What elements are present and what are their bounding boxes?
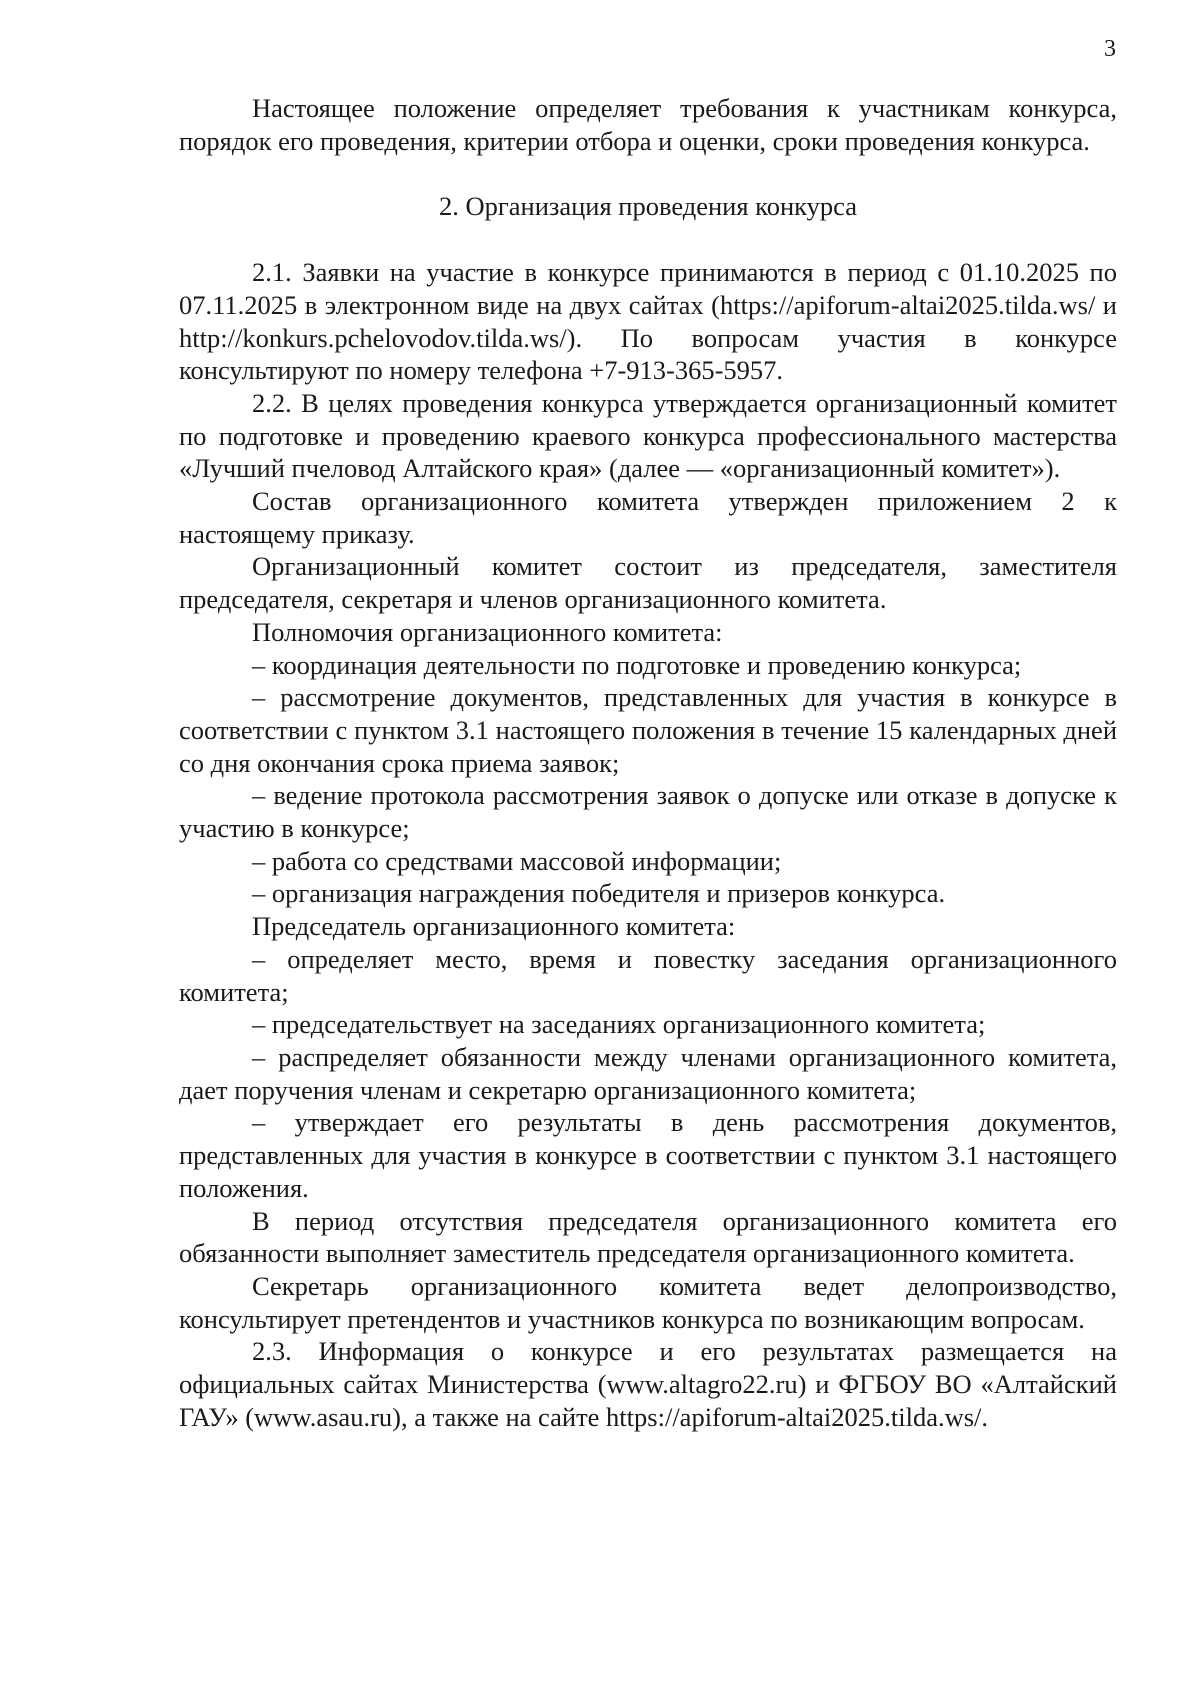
- spacer: [179, 223, 1117, 256]
- document-body: [179, 92, 1117, 1433]
- spacer: [179, 157, 1117, 190]
- section-title: 2. Организация проведения конкурса: [439, 191, 857, 222]
- paragraph-2-2: 2.2. В целях проведения конкурса утверждается организационный комитет по подготовке и проведению краевого конкурса профессионального мастерства «Лучший пчеловод Алтайского края» (далее — «организационный комитет»).: [179, 387, 1117, 484]
- paragraph-chairman: Председатель организационного комитета:: [252, 911, 736, 942]
- paragraph-deputy: В период отсутствия председателя организационного комитета его обязанности выполняет заместитель председателя организационного комитета.: [179, 1205, 1117, 1269]
- list-item: – координация деятельности по подготовке и проведению конкурса;: [252, 649, 1022, 680]
- intro-paragraph: Настоящее положение определяет требования к участникам конкурса, порядок его проведения, критерии отбора и оценки, сроки проведения конкурса.: [179, 93, 1117, 156]
- list-item: – определяет место, время и повестку заседания организационного комитета;: [179, 943, 1117, 1007]
- list-item: – распределяет обязанности между членами организационного комитета, дает поручения членам и секретарю организационного комитета;: [179, 1041, 1117, 1105]
- list-item: – председательствует на заседаниях организационного комитета;: [252, 1009, 986, 1040]
- paragraph-2-1: 2.1. Заявки на участие в конкурсе принимаются в период с 01.10.2025 по 07.11.2025 в электронном виде на двух сайтах (https://apiforum-altai2025.tilda.ws/ и http://konkurs.pchelovodov.tilda.ws/). По вопросам участия в конкурсе консультируют по номеру телефона +7-913-365-5957.: [179, 257, 1117, 386]
- paragraph-secretary: Секретарь организационного комитета ведет делопроизводство, консультирует претендентов и участников конкурса по возникающим вопросам.: [179, 1270, 1117, 1334]
- list-item: – утверждает его результаты в день рассмотрения документов, представленных для участия в конкурсе в соответствии с пунктом 3.1 настоящего положения.: [179, 1107, 1117, 1203]
- paragraph-committee-composition: Состав организационного комитета утвержден приложением 2 к настоящему приказу.: [179, 486, 1117, 549]
- list-item: – работа со средствами массовой информации;: [252, 845, 782, 876]
- paragraph-2-3: 2.3. Информация о конкурсе и его результатах размещается на официальных сайтах Министерства (www.altagro22.ru) и ФГБОУ ВО «Алтайский ГАУ» (www.asau.ru), а также на сайте https://apiforum-altai2025.tilda.ws/.: [179, 1336, 1117, 1432]
- list-item: – ведение протокола рассмотрения заявок о допуске или отказе в допуске к участию в конкурсе;: [179, 780, 1117, 844]
- paragraph-committee-members: Организационный комитет состоит из председателя, заместителя председателя, секретаря и членов организационного комитета.: [179, 551, 1117, 615]
- page-number: 3: [1104, 36, 1116, 62]
- list-item: – организация награждения победителя и призеров конкурса.: [252, 878, 946, 909]
- list-item: – рассмотрение документов, представленных для участия в конкурсе в соответствии с пунктом 3.1 настоящего положения в течение 15 календарных дней со дня окончания срока приема заявок;: [179, 682, 1117, 778]
- paragraph-committee-powers: Полномочия организационного комитета:: [252, 616, 723, 647]
